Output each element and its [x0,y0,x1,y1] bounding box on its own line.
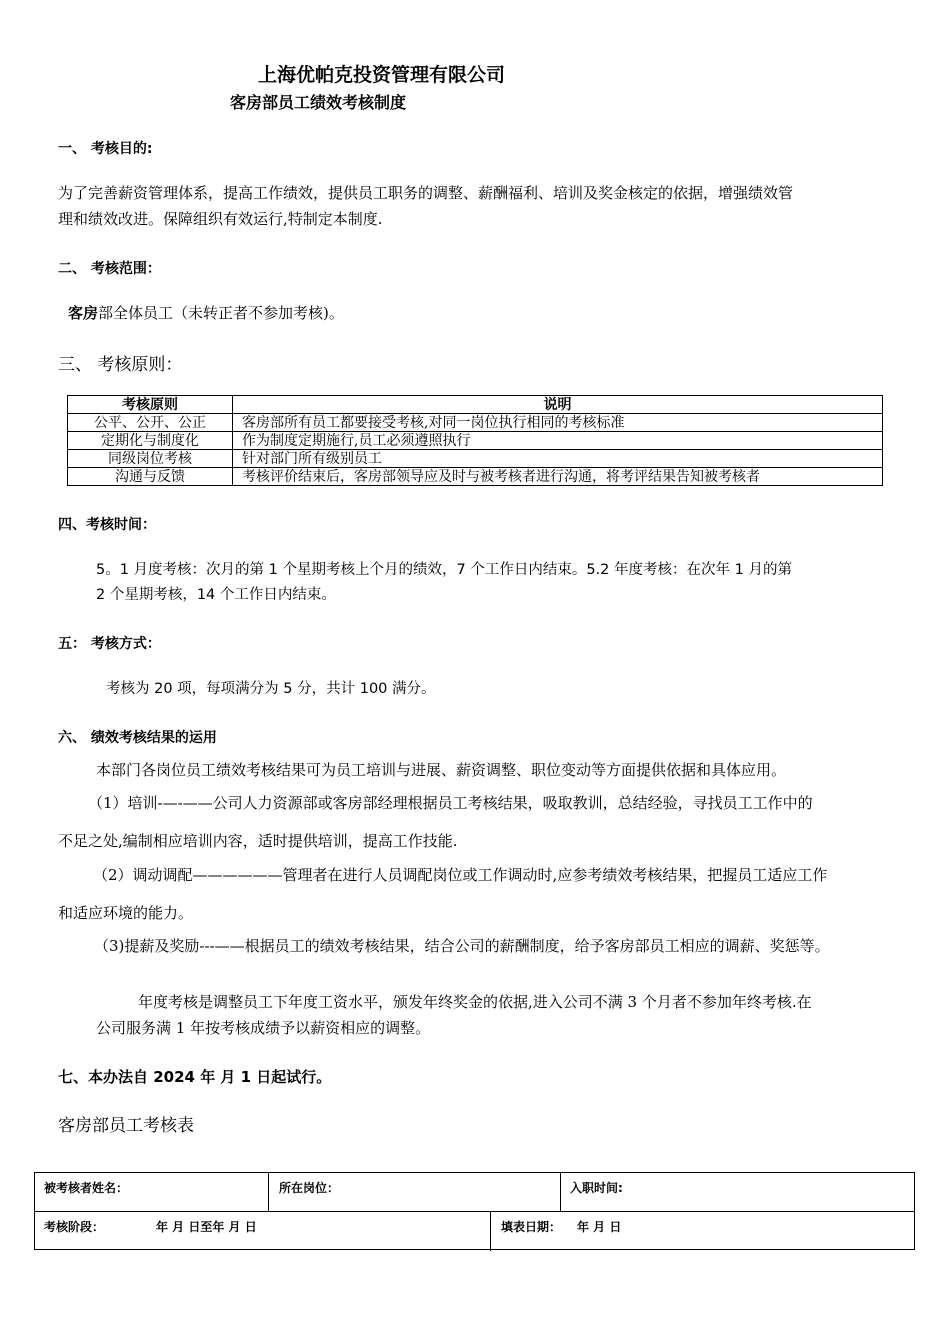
purpose-heading: 一、 考核目的: [58,141,153,157]
table-row [68,468,883,486]
company-title: 上海优帕克投资管理有限公司 [258,64,506,86]
time-text-line2: 2 个星期考核，14 个工作日内结束。 [96,587,336,603]
period-value: 年 月 日至年 月 日 [156,1220,257,1234]
usage-heading: 六、 绩效考核结果的运用 [58,730,217,746]
name-label: 被考核者姓名： [44,1181,129,1195]
form-col-divider [490,1211,491,1251]
usage-transfer-line1: （2）调动调配——————管理者在进行人员调配岗位或工作调动时,应参考绩效考核结果，把握员工适应工作 [93,866,828,884]
table-cell-principle: 沟通与反馈 [68,468,233,486]
position-label: 所在岗位： [279,1181,340,1195]
table-cell-description: 针对部门所有级别员工 [233,450,883,468]
effective-date: 七、本办法自 2024 年 月 1 日起试行。 [58,1068,332,1086]
table-row [68,450,883,468]
scope-text-rest: 部全体员工（未转正者不参加考核)。 [98,304,344,322]
table-row [68,432,883,450]
table-cell-principle: 同级岗位考核 [68,450,233,468]
table-header-row [68,396,883,414]
form-col-divider [560,1173,561,1211]
time-text-line1: 5。1 月度考核：次月的第 1 个星期考核上个月的绩效，7 个工作日内结束。5.2 年度考核：在次年 1 月的第 [96,562,792,578]
scope-text-bold: 客房 [68,304,99,322]
time-heading: 四、考核时间： [58,517,156,533]
form-row-divider [35,1211,914,1212]
usage-training-line2: 不足之处,编制相应培训内容，适时提供培训，提高工作技能. [58,832,458,850]
table-cell-principle: 公平、公开、公正 [68,414,233,432]
document-subtitle: 客房部员工绩效考核制度 [230,93,407,112]
usage-intro: 本部门各岗位员工绩效考核结果可为员工培训与进展、薪资调整、职位变动等方面提供依据和具体应用。 [96,761,787,779]
principle-heading: 三、 考核原则： [58,355,183,375]
table-cell-description: 考核评价结束后，客房部领导应及时与被考核者进行沟通，将考评结果告知被考核者 [233,468,883,486]
fill-date-label: 填表日期： [501,1220,562,1234]
usage-reward: （3)提薪及奖励---——根据员工的绩效考核结果，结合公司的薪酬制度，给予客房部员工相应的调薪、奖惩等。 [94,937,830,955]
table-header-description: 说明 [233,396,883,414]
hire-date-label: 入职时间: [570,1181,623,1195]
table-cell-principle: 定期化与制度化 [68,432,233,450]
annual-text-line2: 公司服务满 1 年按考核成绩予以薪资相应的调整。 [96,1019,431,1037]
evaluation-form [34,1172,915,1250]
purpose-text-line2: 理和绩效改进。保障组织有效运行,特制定本制度. [58,210,383,228]
form-col-divider [268,1173,269,1211]
period-label: 考核阶段： [44,1220,105,1234]
method-text: 考核为 20 项，每项满分为 5 分，共计 100 满分。 [106,681,436,697]
fill-date-value: 年 月 日 [577,1220,622,1234]
usage-training-line1: （1）培训-—-——公司人力资源部或客房部经理根据员工考核结果，吸取教训，总结经验，寻找员工工作中的 [88,794,813,812]
table-cell-description: 客房部所有员工都要接受考核,对同一岗位执行相同的考核标准 [233,414,883,432]
scope-heading: 二、 考核范围： [58,261,161,277]
table-cell-description: 作为制度定期施行,员工必须遵照执行 [233,432,883,450]
table-row [68,414,883,432]
table-header-principle: 考核原则 [68,396,233,414]
method-heading: 五： 考核方式： [58,636,161,652]
purpose-text-line1: 为了完善薪资管理体系，提高工作绩效，提供员工职务的调整、薪酬福利、培训及奖金核定的依据，增强绩效管 [58,184,794,202]
principles-table [67,395,883,486]
scope-text [68,299,344,327]
annual-text-line1: 年度考核是调整员工下年度工资水平，颁发年终奖金的依据,进入公司不满 3 个月者不参加年终考核.在 [138,993,812,1011]
form-title: 客房部员工考核表 [58,1116,194,1136]
usage-transfer-line2: 和适应环境的能力。 [58,904,194,922]
